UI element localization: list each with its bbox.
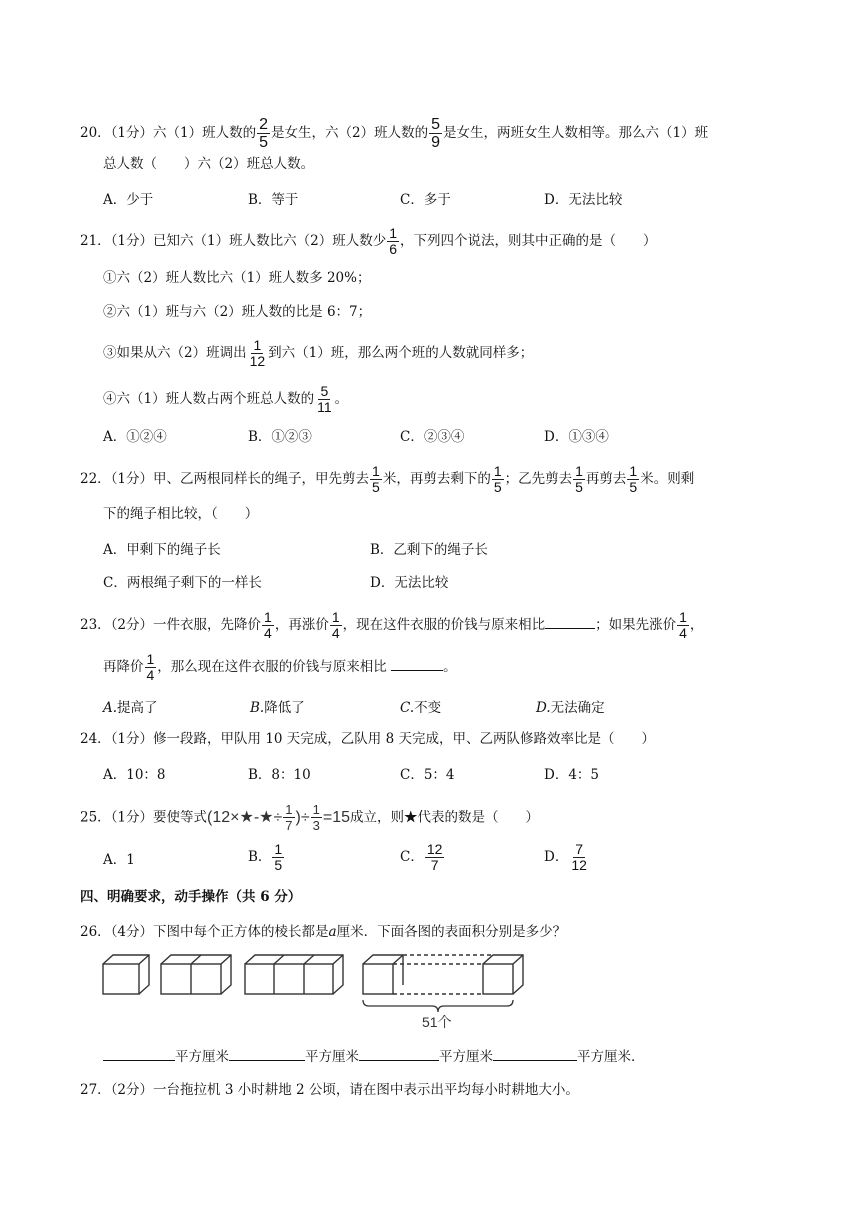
fraction-5-9: $\frac{5}{9}$ — [431, 116, 441, 151]
cube-figure-1 — [103, 955, 149, 994]
q21-option-b[interactable]: B．①②③ — [248, 429, 312, 445]
q20-line1 — [80, 116, 708, 151]
cube-figure-4 — [363, 955, 523, 1012]
q20-option-b[interactable]: B．等于 — [248, 192, 299, 208]
q24-option-d[interactable]: D．4：5 — [544, 767, 600, 783]
q24-line1: 24．（1分）修一段路，甲队用 10 天完成，乙队用 8 天完成，甲、乙两队修路效率比是（ ） — [80, 731, 655, 747]
fraction-1-5: $\frac{1}{5}$ — [629, 463, 638, 495]
q21-line1 — [80, 226, 657, 257]
q21-statement-4: ④六（1）班人数占两个班总人数的 $\frac{5}{11}$ 。 — [103, 383, 349, 415]
q25-number: 25． — [80, 809, 111, 826]
q23-number: 23． — [80, 617, 111, 633]
q20-text: 是女生，两班女生人数相等。那么六（1）班 — [443, 125, 709, 141]
answer-blank-3[interactable] — [359, 1046, 439, 1061]
q23-option-d[interactable]: D.无法确定 — [536, 700, 605, 716]
fraction-1-5: $\frac{1}{5}$ — [372, 463, 380, 495]
fraction-1-6: $\frac{1}{6}$ — [389, 225, 398, 257]
fraction-1-4: $\frac{1}{4}$ — [146, 651, 155, 683]
answer-blank-2[interactable] — [229, 1046, 305, 1061]
fraction-1-4: $\frac{1}{4}$ — [264, 609, 272, 641]
q24-option-b[interactable]: B．8：10 — [248, 767, 311, 783]
q25-option-a[interactable]: A．1 — [103, 852, 135, 868]
q21-statement-2: ②六（1）班与六（2）班人数的比是 6：7； — [103, 304, 372, 320]
cube-figure-2 — [161, 955, 231, 994]
q20-line2: 总人数（ ）六（2）班总人数。 — [103, 156, 315, 172]
q24-option-a[interactable]: A．10：8 — [103, 767, 166, 783]
q26-number: 26． — [80, 924, 111, 940]
q22-option-c[interactable]: C．两根绳子剩下的一样长 — [103, 575, 262, 591]
q20-text: 是女生，六（2）班人数的 — [271, 125, 429, 141]
q22-number: 22． — [80, 471, 111, 487]
q23-line1: 23．（2分）一件衣服，先降价 $\frac{1}{4}$ ，再涨价 $\frac{1}{4}$ ，现在这件衣服的价钱与原来相比 ；如果先涨价 $\frac{1}{4}$ ， — [80, 609, 704, 641]
q21-option-c[interactable]: C．②③④ — [400, 429, 465, 445]
q20-option-a[interactable]: A．少于 — [103, 192, 154, 208]
q25-points: （1分） — [110, 809, 154, 826]
q21-statement-1: ①六（2）班人数比六（1）班人数多 20%； — [103, 270, 371, 286]
q20-option-c[interactable]: C．多于 — [400, 192, 451, 208]
brace-label: 51个 — [422, 1014, 452, 1030]
q26-answers: 平方厘米 平方厘米 平方厘米 平方厘米． — [103, 1046, 645, 1067]
q25-line1: 25．（1分）要使等式(12×★-★÷ $\frac{1}{7}$ )÷ $\frac{1}{3}$ =15成立，则★代表的数是（ ） — [80, 802, 540, 833]
q21-option-d[interactable]: D．①③④ — [544, 429, 609, 445]
q20-number: 20． — [80, 125, 111, 141]
q25-option-b[interactable]: B． $\frac{1}{5}$ — [248, 841, 283, 873]
q21-number: 21． — [80, 233, 111, 249]
q23-option-b[interactable]: B.降低了 — [250, 700, 305, 716]
q21-statement-3: ③如果从六（2）班调出 $\frac{1}{12}$ 到六（1）班，那么两个班的人数就同样多； — [103, 337, 534, 369]
fraction-5-11: $\frac{5}{11}$ — [317, 383, 332, 415]
q23-points: （2分） — [110, 617, 154, 633]
answer-blank-2[interactable] — [391, 656, 443, 671]
q22-option-a[interactable]: A．甲剩下的绳子长 — [103, 542, 221, 558]
fraction-1-5: $\frac{1}{5}$ — [575, 463, 583, 495]
q27-points: （2分） — [110, 1082, 154, 1098]
q23-option-a[interactable]: A.提高了 — [103, 700, 158, 716]
q25-option-c[interactable]: C． $\frac{12}{7}$ — [400, 841, 443, 873]
fraction-1-4: $\frac{1}{4}$ — [331, 609, 340, 641]
q21-text: 已知六（1）班人数比六（2）班人数少 — [153, 233, 387, 249]
answer-blank-1[interactable] — [545, 614, 595, 629]
q26-line1: 26．（4分）下图中每个正方体的棱长都是a厘米．下面各图的表面积分别是多少？ — [80, 924, 567, 940]
q23-option-c[interactable]: C.不变 — [400, 700, 442, 716]
q22-points: （1分） — [110, 471, 154, 487]
q25-option-d[interactable]: D． $\frac{7}{12}$ — [544, 841, 587, 873]
q22-line1: 22．（1分）甲、乙两根同样长的绳子，甲先剪去 $\frac{1}{5}$ 米，再剪去剩下的 $\frac{1}{5}$ ；乙先剪去 $\frac{1}{5}$ 再剪去 $\frac{1}{5}$ 米。则剩 — [80, 463, 695, 495]
q22-option-b[interactable]: B．乙剩下的绳子长 — [370, 542, 488, 558]
q26-points: （4分） — [110, 924, 154, 940]
q20-points: （1分） — [110, 125, 154, 141]
q21-option-a[interactable]: A．①②④ — [103, 429, 167, 445]
q24-points: （1分） — [110, 731, 154, 747]
cube-figure-3 — [245, 955, 343, 994]
q23-line2: 再降价 $\frac{1}{4}$ ，那么现在这件衣服的价钱与原来相比 。 — [103, 651, 457, 683]
q24-number: 24． — [80, 731, 111, 747]
q20-option-d[interactable]: D．无法比较 — [544, 192, 623, 208]
fraction-1-5: $\frac{1}{5}$ — [493, 463, 502, 495]
q21-text: ，下列四个说法，则其中正确的是（ ） — [400, 233, 657, 249]
fraction-2-5: $\frac{2}{5}$ — [259, 116, 269, 151]
fraction-1-4: $\frac{1}{4}$ — [679, 609, 687, 641]
fraction-1-12: $\frac{1}{12}$ — [249, 337, 266, 369]
q24-option-c[interactable]: C．5：4 — [400, 767, 455, 783]
answer-blank-1[interactable] — [103, 1046, 175, 1061]
equation: (12×★-★÷ $\frac{1}{7}$ )÷ $\frac{1}{3}$ =15 — [207, 802, 351, 833]
cube-figures — [95, 952, 535, 1032]
q22-line2: 下的绳子相比较，（ ） — [103, 506, 259, 522]
section-heading: 四、明确要求，动手操作（共 6 分） — [80, 889, 302, 905]
q27-number: 27． — [80, 1082, 111, 1098]
q22-option-d[interactable]: D．无法比较 — [370, 575, 449, 591]
q27-line1: 27．（2分）一台拖拉机 3 小时耕地 2 公顷，请在图中表示出平均每小时耕地大小。 — [80, 1082, 579, 1098]
q20-text: 六（1）班人数的 — [153, 125, 257, 141]
answer-blank-4[interactable] — [493, 1046, 577, 1061]
q21-points: （1分） — [110, 233, 154, 249]
